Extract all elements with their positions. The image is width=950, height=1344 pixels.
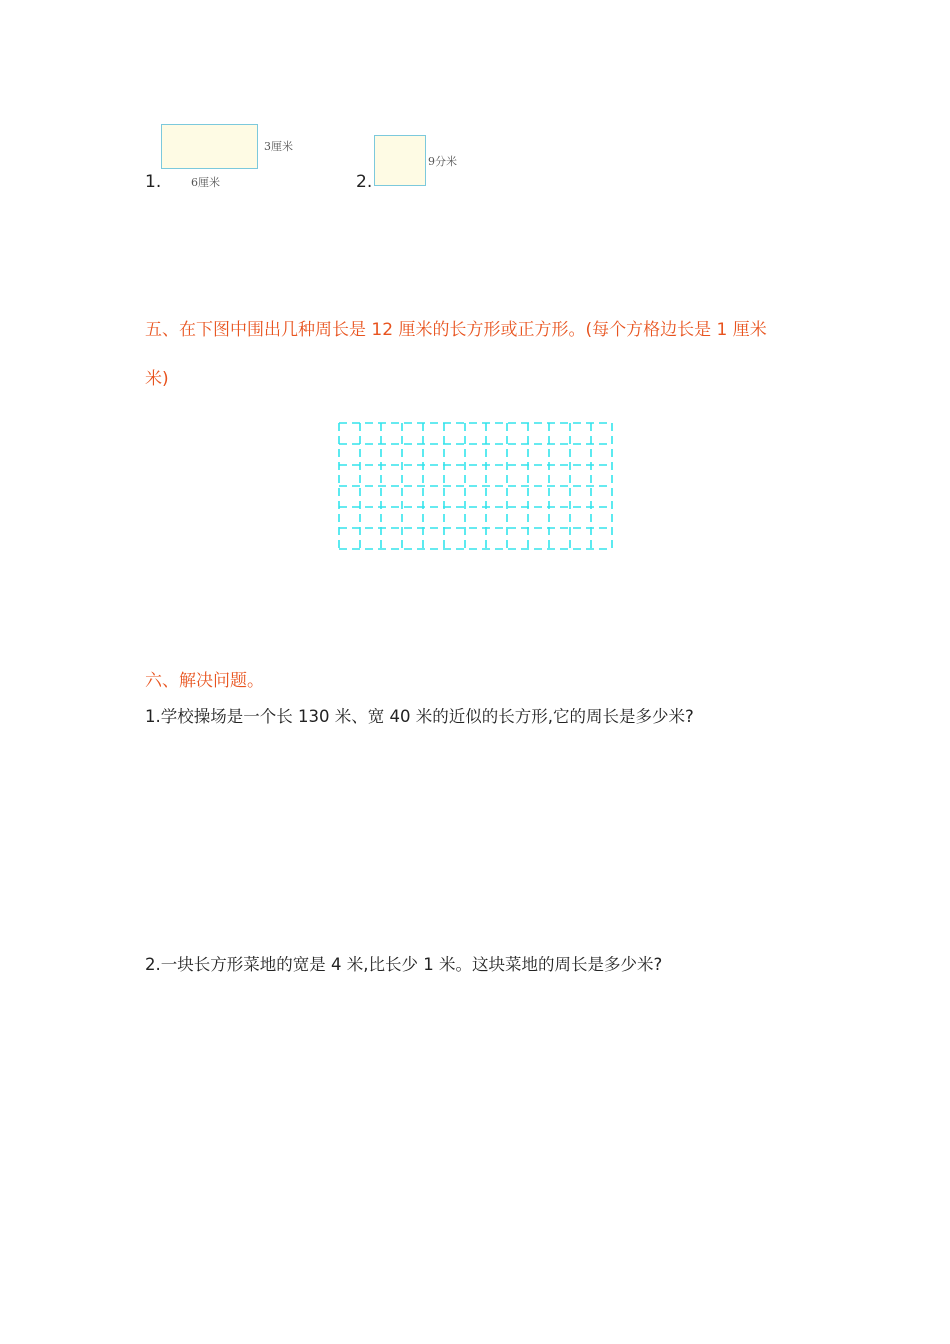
section-6-heading: 六、解决问题。 <box>145 671 264 691</box>
figure-2-number: 2. <box>356 172 373 192</box>
problem-2: 2.一块长方形菜地的宽是 4 米,比长少 1 米。这块菜地的周长是多少米? <box>145 955 663 974</box>
figure-1-number: 1. <box>145 172 162 192</box>
problem-1: 1.学校操场是一个长 130 米、宽 40 米的近似的长方形,它的周长是多少米? <box>145 707 694 726</box>
rectangle-width-label: 6厘米 <box>191 176 220 189</box>
square-figure <box>374 135 426 186</box>
section-5-heading: 五、在下图中围出几种周长是 12 厘米的长方形或正方形。(每个方格边长是 1 厘米 <box>145 320 767 340</box>
section-5-heading-continued: 米) <box>145 369 169 389</box>
rectangle-height-label: 3厘米 <box>264 140 293 153</box>
rectangle-figure <box>161 124 258 169</box>
square-grid <box>336 420 616 554</box>
square-side-label: 9分米 <box>428 155 457 168</box>
